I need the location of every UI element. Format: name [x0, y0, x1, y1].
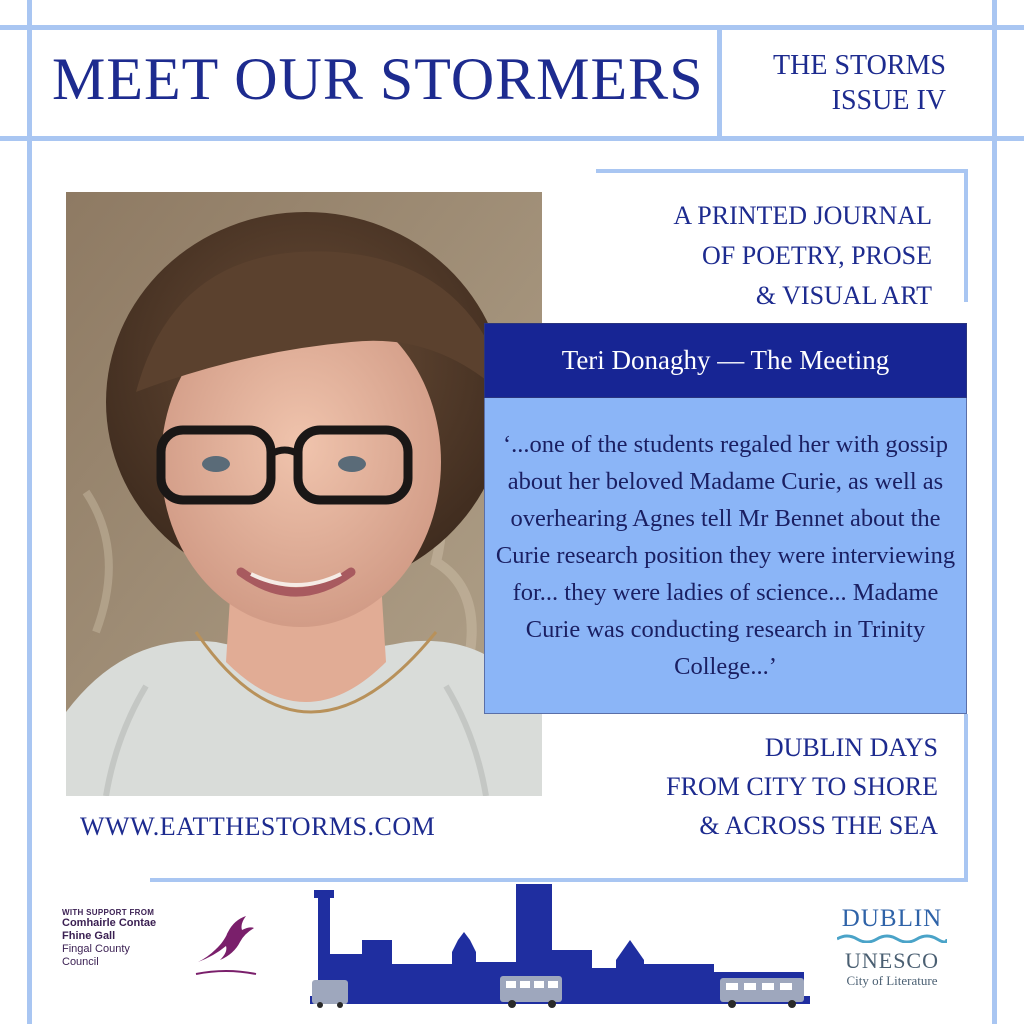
- council-name-english-1: Fingal County: [62, 943, 130, 955]
- page-title: MEET OUR STORMERS: [52, 46, 704, 112]
- wave-icon: [837, 933, 947, 943]
- location-rule-side: [964, 714, 968, 882]
- tagline-line-1: A PRINTED JOURNAL: [673, 201, 932, 230]
- issue-line-1: THE STORMS: [773, 50, 946, 81]
- frame-line-top: [0, 25, 1024, 30]
- journal-tagline: [612, 196, 932, 316]
- tagline-rule-top: [596, 169, 968, 173]
- theme-line-3: & ACROSS THE SEA: [699, 811, 938, 840]
- tagline-line-2: OF POETRY, PROSE: [702, 241, 932, 270]
- issue-theme: [578, 728, 938, 845]
- dublin-wordmark: DUBLIN: [841, 905, 943, 932]
- author-photo: [66, 192, 542, 796]
- council-support-credit: [62, 908, 192, 969]
- footer-rule: [150, 878, 968, 882]
- city-of-literature-label: City of Literature: [846, 973, 938, 988]
- frame-line-right: [992, 0, 997, 1024]
- dublin-skyline-icon: [300, 884, 810, 1016]
- theme-line-2: FROM CITY TO SHORE: [666, 772, 938, 801]
- council-name-english-2: Council: [62, 956, 99, 968]
- fingal-crest-icon: [190, 912, 260, 982]
- council-name-irish-1: Comhairle Contae: [62, 917, 157, 929]
- theme-line-1: DUBLIN DAYS: [764, 733, 938, 762]
- council-name-irish-2: Fhine Gall: [62, 930, 116, 942]
- frame-line-left: [27, 0, 32, 1024]
- issue-line-2: ISSUE IV: [831, 85, 946, 116]
- frame-line-header-bottom: [0, 136, 1024, 141]
- issue-label: [706, 48, 946, 118]
- feature-quote: [484, 398, 967, 714]
- dublin-unesco-logo: [832, 906, 952, 1002]
- tagline-rule-side: [964, 169, 968, 302]
- feature-quote-text: ‘...one of the students regaled her with gossip about her beloved Madame Curie, as well as overhearing Agnes tell Mr Bennet about the Curie research position they were interviewing for... they were ladies of science... Madame Curie was conducting research in Trinity College...’: [495, 431, 956, 680]
- unesco-wordmark: UNESCO: [844, 948, 939, 973]
- support-label: WITH SUPPORT FROM: [62, 908, 155, 917]
- website-link[interactable]: WWW.EATTHESTORMS.COM: [80, 812, 436, 841]
- tagline-line-3: & VISUAL ART: [755, 281, 932, 310]
- feature-title-banner: Teri Donaghy — The Meeting: [484, 323, 967, 398]
